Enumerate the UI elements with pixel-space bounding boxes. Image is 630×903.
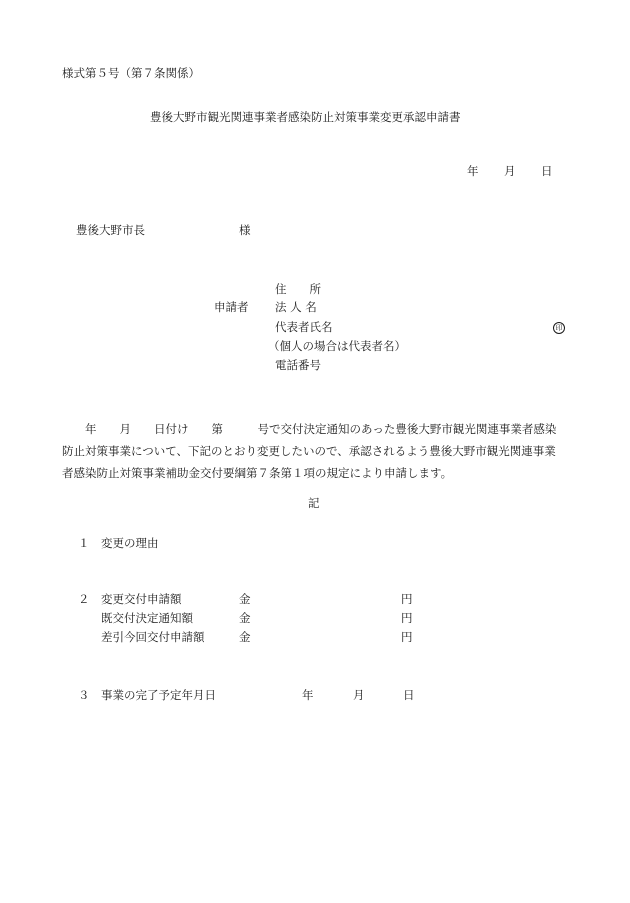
completion-day-label: 日 bbox=[403, 688, 415, 702]
applicant-label: 申請者 bbox=[214, 300, 249, 314]
applicant-address-label: 住 所 bbox=[275, 282, 321, 296]
amount-row-prefix: 金 bbox=[239, 592, 251, 606]
applicant-individual-note: （個人の場合は代表者名） bbox=[268, 339, 406, 353]
completion-month-label: 月 bbox=[353, 688, 365, 702]
ki-heading: 記 bbox=[308, 496, 320, 510]
item-number: １ bbox=[78, 536, 90, 550]
amount-row-label: 既交付決定通知額 bbox=[101, 611, 193, 625]
addressee-honorific: 様 bbox=[239, 223, 251, 237]
completion-year-label: 年 bbox=[302, 688, 314, 702]
date-day-label: 日 bbox=[541, 164, 553, 178]
amount-row-prefix: 金 bbox=[239, 630, 251, 644]
applicant-phone-label: 電話番号 bbox=[275, 358, 321, 372]
amount-row-suffix: 円 bbox=[401, 630, 413, 644]
item-label: 変更の理由 bbox=[101, 536, 159, 550]
body-paragraph: 年 月 日付け 第 号で交付決定通知のあった豊後大野市観光関連事業者感染防止対策事業について、下記のとおり変更したいので、承認されるよう豊後大野市観光関連事業者感染防止対策事業補助金交付要綱第７条第１項の規定により申請します。 bbox=[62, 422, 557, 480]
amount-row-suffix: 円 bbox=[401, 592, 413, 606]
item-number: ３ bbox=[78, 688, 90, 702]
amount-row-prefix: 金 bbox=[239, 611, 251, 625]
date-month-label: 月 bbox=[504, 164, 516, 178]
applicant-corp-label: 法 人 名 bbox=[275, 300, 317, 314]
amount-row-label: 差引今回交付申請額 bbox=[101, 630, 205, 644]
applicant-rep-label: 代表者氏名 bbox=[275, 320, 333, 334]
seal-mark: 印 bbox=[553, 322, 565, 334]
item-label: 事業の完了予定年月日 bbox=[101, 688, 216, 702]
addressee-name: 豊後大野市長 bbox=[76, 223, 145, 237]
document-title: 豊後大野市観光関連事業者感染防止対策事業変更承認申請書 bbox=[150, 110, 461, 124]
item-number: ２ bbox=[78, 592, 90, 606]
amount-row-suffix: 円 bbox=[401, 611, 413, 625]
amount-row-label: 変更交付申請額 bbox=[101, 592, 182, 606]
date-year-label: 年 bbox=[467, 164, 479, 178]
form-number: 様式第５号（第７条関係） bbox=[62, 66, 200, 80]
